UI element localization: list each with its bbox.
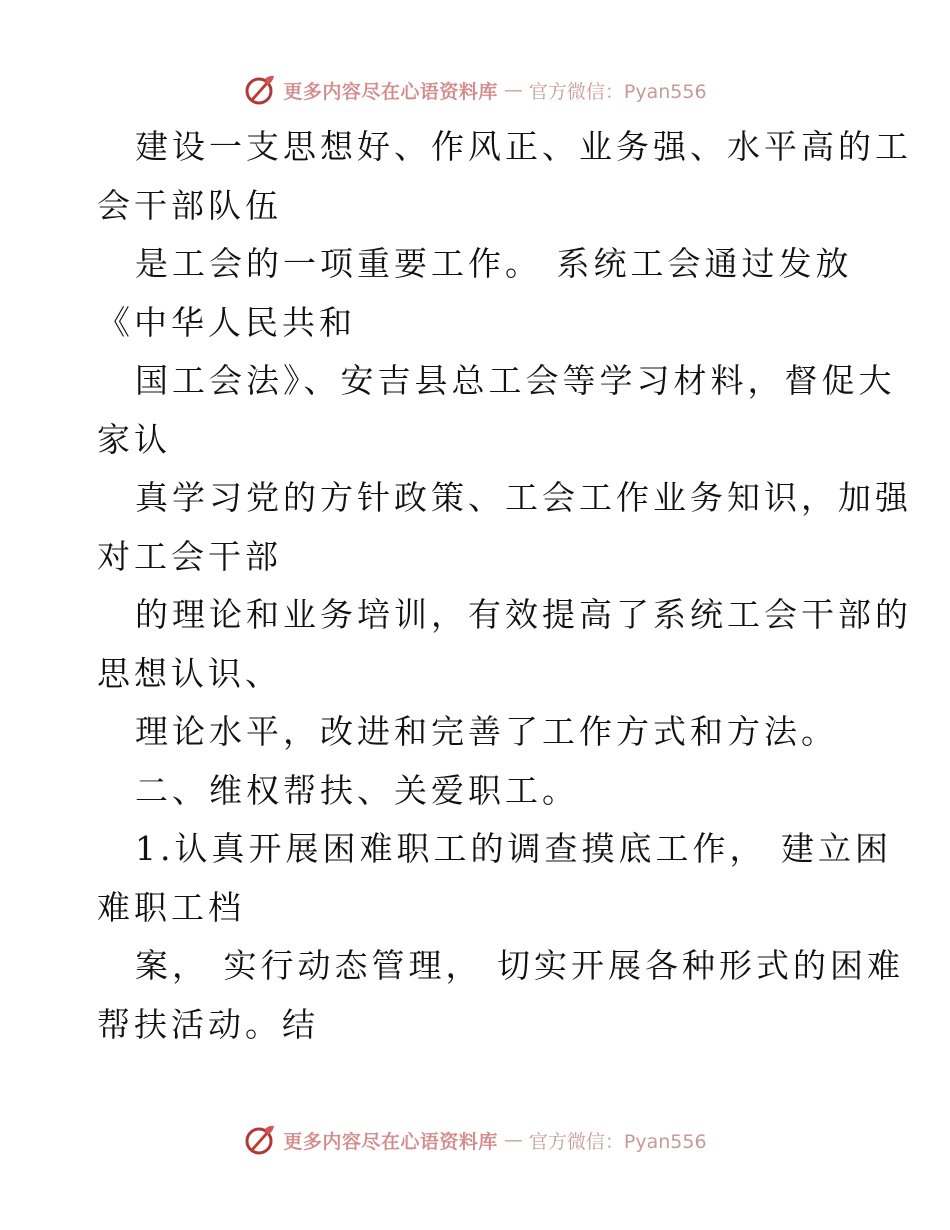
text-line: 案， 实行动态管理， 切实开展各种形式的困难 [135, 946, 904, 985]
footer-watermark [0, 1118, 950, 1162]
text-line: 难职工档 [97, 887, 245, 927]
text-line: 《中华人民共和 [97, 302, 356, 342]
watermark-brand-text: 更多内容尽在心语资料库 [283, 80, 498, 103]
watermark-wechat-label: 官方微信：Pyan556 [528, 1130, 707, 1153]
watermark-separator: — [503, 79, 523, 101]
watermark-brand-text: 更多内容尽在心语资料库 [283, 1130, 498, 1153]
document-body [97, 118, 912, 1054]
text-line: 是工会的一项重要工作。 系统工会通过发放 [135, 244, 853, 283]
quill-pen-logo-icon [243, 73, 277, 107]
text-line: 对工会干部 [97, 536, 282, 576]
text-line: 理论水平，改进和完善了工作方式和方法。 [135, 712, 838, 751]
text-line: 建设一支思想好、作风正、业务强、水平高的工 [135, 127, 912, 166]
watermark-wechat-label: 官方微信：Pyan556 [528, 80, 707, 103]
text-line: 帮扶活动。结 [97, 1004, 319, 1044]
text-line: 的理论和业务培训，有效提高了系统工会干部的 [135, 595, 912, 634]
text-line: 思想认识、 [97, 653, 282, 693]
text-line: 1.认真开展困难职工的调查摸底工作， 建立困 [135, 829, 892, 868]
header-watermark [0, 68, 950, 112]
text-line: 家认 [97, 419, 171, 459]
section-heading: 二、维权帮扶、关爱职工。 [135, 770, 579, 810]
watermark-separator: — [503, 1129, 523, 1151]
quill-pen-logo-icon [243, 1123, 277, 1157]
text-line: 会干部队伍 [97, 185, 282, 225]
text-line: 真学习党的方针政策、工会工作业务知识，加强 [135, 478, 912, 517]
text-line: 国工会法》、安吉县总工会等学习材料，督促大 [135, 361, 896, 400]
